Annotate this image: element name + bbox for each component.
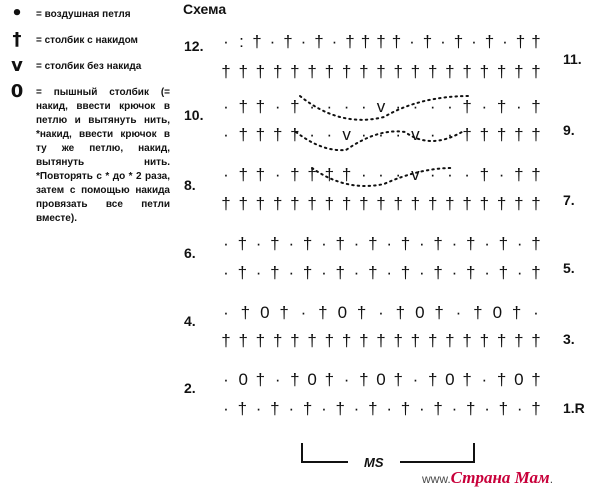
double-crochet-symbol: †: [307, 165, 317, 184]
legend-text: = воздушная петля: [36, 9, 131, 20]
chain-stitch-symbol: ·: [418, 399, 425, 418]
chain-stitch-symbol: ·: [418, 234, 425, 253]
double-crochet-symbol: †: [324, 370, 335, 389]
double-crochet-symbol: †: [434, 303, 444, 322]
double-crochet-symbol: †: [427, 62, 438, 81]
double-crochet-symbol: †: [462, 125, 472, 144]
chain-stitch-symbol: ·: [418, 263, 425, 282]
double-crochet-symbol: †: [496, 370, 507, 389]
double-crochet-symbol: †: [453, 32, 464, 51]
chain-stitch-symbol: ·: [516, 263, 523, 282]
double-crochet-symbol: †: [498, 263, 509, 282]
double-crochet-symbol: †: [393, 331, 403, 350]
double-crochet-symbol: †: [531, 62, 541, 81]
double-crochet-symbol: †: [514, 125, 524, 144]
double-crochet-symbol: †: [531, 32, 541, 51]
double-crochet-symbol: †: [302, 234, 313, 253]
chain-stitch-symbol: ·: [223, 97, 229, 116]
double-crochet-symbol: †: [484, 32, 495, 51]
chain-stitch-symbol: ·: [223, 370, 229, 389]
chain-stitch-symbol: ·: [353, 399, 360, 418]
chain-stitch-symbol: ·: [223, 165, 229, 184]
double-crochet-symbol: †: [400, 399, 411, 418]
double-crochet-symbol: †: [238, 62, 248, 81]
chain-stitch-symbol: ·: [321, 399, 327, 418]
double-crochet-symbol: †: [360, 32, 371, 51]
legend-text: = столбик без накида: [36, 61, 142, 72]
double-crochet-symbol: †: [376, 32, 386, 51]
single-crochet-symbol: v: [342, 125, 351, 144]
double-crochet-symbol: †: [462, 62, 472, 81]
double-crochet-symbol: †: [359, 194, 369, 213]
double-crochet-symbol: †: [410, 62, 421, 81]
chain-stitch-symbol: ·: [321, 234, 327, 253]
chain-stitch-symbol: ·: [255, 234, 262, 253]
double-crochet-symbol: †: [496, 194, 507, 213]
double-crochet-symbol: †: [237, 263, 248, 282]
double-crochet-symbol: †: [368, 234, 378, 253]
double-crochet-symbol: †: [422, 32, 433, 51]
double-crochet-symbol: †: [302, 263, 313, 282]
chain-stitch-symbol: ·: [451, 263, 458, 282]
double-crochet-symbol: †: [270, 234, 280, 253]
double-crochet-symbol: †: [272, 125, 283, 144]
double-crochet-symbol: †: [531, 97, 541, 116]
double-crochet-symbol: †: [255, 165, 266, 184]
double-crochet-symbol: †: [496, 97, 507, 116]
double-crochet-symbol: †: [307, 62, 317, 81]
chain-stitch-symbol: ·: [309, 125, 315, 144]
double-crochet-symbol: †: [341, 194, 352, 213]
chain-stitch-symbol: ·: [386, 399, 393, 418]
double-crochet-symbol: †: [290, 165, 300, 184]
chain-stitch-symbol: ·: [516, 234, 523, 253]
double-crochet-symbol: †: [376, 194, 386, 213]
chain-stitch-symbol: ·: [395, 125, 402, 144]
double-crochet-symbol: †: [514, 194, 524, 213]
double-crochet-symbol: †: [255, 62, 266, 81]
double-crochet-symbol: †: [255, 331, 266, 350]
double-crochet-symbol: †: [400, 234, 411, 253]
chart-title: Схема: [183, 1, 227, 17]
double-crochet-symbol: †: [410, 194, 421, 213]
double-crochet-symbol: †: [496, 62, 507, 81]
chain-stitch-symbol: ·: [455, 303, 462, 322]
chain-stitch-symbol: ·: [484, 263, 490, 282]
double-crochet-symbol: †: [479, 125, 490, 144]
chain-stitch-symbol: ·: [386, 234, 393, 253]
chain-stitch-symbol: ·: [343, 97, 350, 116]
chain-stitch-symbol: ·: [255, 263, 262, 282]
double-crochet-symbol: †: [368, 399, 378, 418]
double-crochet-symbol: †: [514, 165, 524, 184]
double-crochet-symbol: †: [318, 303, 328, 322]
double-crochet-symbol: †: [221, 62, 231, 81]
chain-stitch-symbol: ·: [412, 97, 419, 116]
double-crochet-symbol: †: [290, 370, 300, 389]
double-crochet-symbol: †: [393, 194, 403, 213]
row-number-left: 10.: [184, 107, 204, 123]
row-number-right: 1.R: [563, 400, 585, 416]
watermark-brand: Страна Мам: [450, 468, 550, 487]
puff-stitch-symbol: 0: [307, 370, 317, 389]
double-crochet-symbol: †: [237, 399, 248, 418]
watermark-suffix: .: [549, 472, 554, 486]
double-crochet-symbol: †: [531, 263, 541, 282]
legend-symbol: v: [11, 55, 23, 76]
double-crochet-symbol: †: [496, 331, 507, 350]
chain-stitch-symbol: ·: [223, 303, 229, 322]
double-crochet-symbol: †: [255, 194, 266, 213]
chain-stitch-symbol: ·: [515, 97, 522, 116]
double-crochet-symbol: †: [335, 263, 345, 282]
row-number-left: 2.: [184, 380, 196, 396]
chain-stitch-symbol: ·: [516, 399, 523, 418]
double-crochet-symbol: †: [272, 62, 283, 81]
double-crochet-symbol: †: [314, 32, 324, 51]
chain-stitch-symbol: ·: [274, 370, 281, 389]
double-crochet-symbol: †: [238, 97, 248, 116]
row-number-right: 9.: [563, 122, 575, 138]
double-crochet-symbol: †: [345, 32, 355, 51]
chain-stitch-symbol: ·: [288, 234, 295, 253]
chain-stitch-symbol: ·: [288, 263, 295, 282]
double-crochet-symbol: †: [238, 194, 248, 213]
double-crochet-symbol: †: [531, 399, 541, 418]
row-number-left: 6.: [184, 245, 196, 261]
double-crochet-symbol: †: [427, 194, 438, 213]
double-crochet-symbol: †: [324, 331, 335, 350]
repeat-label: MS: [364, 455, 384, 470]
chain-stitch-symbol: ·: [378, 165, 384, 184]
legend-text: = столбик с накидом: [36, 35, 138, 46]
double-crochet-symbol: †: [531, 234, 541, 253]
double-crochet-symbol: †: [255, 97, 266, 116]
chain-stitch-symbol: ·: [451, 399, 458, 418]
chain-stitch-symbol: ·: [223, 263, 229, 282]
double-crochet-symbol: †: [238, 125, 248, 144]
double-crochet-symbol: †: [465, 399, 476, 418]
double-crochet-symbol: †: [290, 125, 300, 144]
single-crochet-symbol: v: [411, 125, 420, 144]
chain-stitch-symbol: ·: [274, 165, 281, 184]
chain-stitch-symbol: ·: [386, 263, 393, 282]
chain-stitch-symbol: ·: [269, 32, 276, 51]
double-crochet-symbol: †: [368, 263, 378, 282]
watermark-prefix: www.: [422, 472, 451, 486]
double-crochet-symbol: †: [376, 62, 386, 81]
puff-stitch-symbol: 0: [376, 370, 386, 389]
chain-stitch-symbol: ·: [502, 32, 508, 51]
double-crochet-symbol: †: [335, 399, 345, 418]
double-crochet-symbol: †: [462, 331, 472, 350]
double-crochet-symbol: †: [391, 32, 402, 51]
double-crochet-symbol: †: [479, 62, 490, 81]
row-number-right: 3.: [563, 331, 575, 347]
chain-stitch-symbol: ·: [360, 125, 367, 144]
double-crochet-symbol: †: [270, 399, 280, 418]
double-crochet-symbol: †: [290, 62, 300, 81]
chain-stitch-symbol: ·: [429, 125, 436, 144]
double-crochet-symbol: †: [395, 303, 406, 322]
double-crochet-symbol: †: [270, 263, 280, 282]
double-crochet-symbol: †: [400, 263, 411, 282]
chain-stitch-symbol: ·: [471, 32, 477, 51]
chain-stitch-symbol: ·: [300, 303, 307, 322]
chain-stitch-symbol: ·: [395, 97, 402, 116]
double-crochet-symbol: †: [255, 125, 266, 144]
row-number-right: 7.: [563, 192, 575, 208]
chain-stitch-symbol: ·: [451, 234, 458, 253]
chain-stitch-symbol: ·: [223, 234, 229, 253]
row-number-left: 4.: [184, 313, 196, 329]
chain-stitch-symbol: ·: [309, 97, 315, 116]
chain-stitch-symbol: :: [239, 32, 244, 51]
repeat-bracket: [302, 443, 474, 470]
double-crochet-symbol: †: [272, 194, 283, 213]
row-labels-left: [184, 38, 203, 396]
row-number-right: 11.: [563, 51, 582, 67]
chain-stitch-symbol: ·: [533, 303, 539, 322]
chain-stitch-symbol: ·: [429, 97, 436, 116]
puff-stitch-symbol: 0: [415, 303, 425, 322]
double-crochet-symbol: †: [462, 370, 472, 389]
chain-stitch-symbol: ·: [223, 125, 229, 144]
double-crochet-symbol: †: [324, 194, 335, 213]
double-crochet-symbol: †: [515, 32, 526, 51]
chain-stitch-symbol: ·: [412, 370, 419, 389]
double-crochet-symbol: †: [462, 194, 472, 213]
legend-symbol: •: [11, 3, 23, 24]
double-crochet-symbol: †: [359, 62, 369, 81]
chain-stitch-symbol: ·: [447, 125, 453, 144]
chain-stitch-symbol: ·: [484, 234, 490, 253]
double-crochet-symbol: †: [238, 165, 248, 184]
single-crochet-symbol: v: [376, 97, 386, 116]
chain-stitch-symbol: ·: [447, 97, 453, 116]
chain-stitch-symbol: ·: [288, 399, 295, 418]
chain-stitch-symbol: ·: [300, 32, 307, 51]
row-number-left: 8.: [184, 177, 196, 193]
double-crochet-symbol: †: [473, 303, 483, 322]
chain-stitch-symbol: ·: [223, 399, 229, 418]
chain-stitch-symbol: ·: [223, 32, 229, 51]
double-crochet-symbol: †: [302, 399, 313, 418]
chain-stitch-symbol: ·: [395, 165, 402, 184]
chain-stitch-symbol: ·: [409, 32, 415, 51]
double-crochet-symbol: †: [433, 263, 443, 282]
chain-stitch-symbol: ·: [326, 97, 333, 116]
double-crochet-symbol: †: [479, 331, 490, 350]
double-crochet-symbol: †: [290, 97, 300, 116]
double-crochet-symbol: †: [531, 331, 541, 350]
puff-stitch-symbol: 0: [492, 303, 503, 322]
chain-stitch-symbol: ·: [378, 125, 384, 144]
double-crochet-symbol: †: [307, 331, 317, 350]
chain-stitch-symbol: ·: [481, 97, 488, 116]
chain-stitch-symbol: ·: [274, 97, 281, 116]
double-crochet-symbol: †: [496, 125, 507, 144]
chain-stitch-symbol: ·: [440, 32, 446, 51]
chain-stitch-symbol: ·: [255, 399, 262, 418]
double-crochet-symbol: †: [531, 125, 541, 144]
double-crochet-symbol: †: [359, 370, 369, 389]
double-crochet-symbol: †: [433, 399, 443, 418]
chain-stitch-symbol: ·: [498, 165, 505, 184]
puff-stitch-symbol: 0: [238, 370, 248, 389]
double-crochet-symbol: †: [341, 165, 352, 184]
chain-stitch-symbol: ·: [343, 370, 350, 389]
double-crochet-symbol: †: [498, 234, 509, 253]
double-crochet-symbol: †: [341, 331, 352, 350]
chain-stitch-symbol: ·: [481, 370, 488, 389]
chain-stitch-symbol: ·: [429, 165, 436, 184]
double-crochet-symbol: †: [393, 370, 403, 389]
double-crochet-symbol: †: [335, 234, 345, 253]
single-crochet-symbol: v: [411, 165, 420, 184]
double-crochet-symbol: †: [498, 399, 509, 418]
double-crochet-symbol: †: [324, 165, 335, 184]
double-crochet-symbol: †: [279, 303, 289, 322]
double-crochet-symbol: †: [445, 62, 455, 81]
double-crochet-symbol: †: [221, 194, 231, 213]
double-crochet-symbol: †: [237, 234, 248, 253]
double-crochet-symbol: †: [479, 194, 490, 213]
chain-stitch-symbol: ·: [353, 263, 360, 282]
chain-stitch-symbol: ·: [464, 165, 470, 184]
puff-stitch-symbol: 0: [445, 370, 455, 389]
watermark: [422, 468, 553, 488]
row-number-right: 5.: [563, 260, 575, 276]
chain-stitch-symbol: ·: [378, 303, 384, 322]
row-number-left: 12.: [184, 38, 204, 54]
double-crochet-symbol: †: [514, 331, 524, 350]
double-crochet-symbol: †: [255, 370, 266, 389]
puff-stitch-symbol: 0: [337, 303, 348, 322]
double-crochet-symbol: †: [479, 165, 490, 184]
puff-stitch-symbol: 0: [260, 303, 270, 322]
legend-symbol: 0: [10, 81, 24, 102]
double-crochet-symbol: †: [445, 194, 455, 213]
double-crochet-symbol: †: [359, 331, 369, 350]
chain-stitch-symbol: ·: [326, 125, 333, 144]
double-crochet-symbol: †: [427, 331, 438, 350]
double-crochet-symbol: †: [465, 263, 476, 282]
double-crochet-symbol: †: [221, 331, 231, 350]
double-crochet-symbol: †: [445, 331, 455, 350]
chain-stitch-symbol: ·: [353, 234, 360, 253]
double-crochet-symbol: †: [290, 331, 300, 350]
chart-cells: [221, 32, 540, 418]
double-crochet-symbol: †: [531, 194, 541, 213]
legend-symbol: †: [12, 29, 22, 50]
chain-stitch-symbol: ·: [321, 263, 327, 282]
double-crochet-symbol: †: [283, 32, 293, 51]
double-crochet-symbol: †: [252, 32, 262, 51]
chain-stitch-symbol: ·: [447, 165, 453, 184]
double-crochet-symbol: †: [511, 303, 522, 322]
double-crochet-symbol: †: [465, 234, 476, 253]
double-crochet-symbol: †: [341, 62, 352, 81]
double-crochet-symbol: †: [324, 62, 335, 81]
double-crochet-symbol: †: [238, 331, 248, 350]
double-crochet-symbol: †: [531, 165, 541, 184]
double-crochet-symbol: †: [427, 370, 438, 389]
double-crochet-symbol: †: [410, 331, 421, 350]
double-crochet-symbol: †: [393, 62, 403, 81]
double-crochet-symbol: †: [433, 234, 443, 253]
double-crochet-symbol: †: [272, 331, 283, 350]
chain-stitch-symbol: ·: [331, 32, 338, 51]
chain-stitch-symbol: ·: [360, 97, 367, 116]
double-crochet-symbol: †: [240, 303, 251, 322]
double-crochet-symbol: †: [376, 331, 386, 350]
chain-stitch-symbol: ·: [484, 399, 490, 418]
double-crochet-symbol: †: [462, 97, 472, 116]
legend-text: = пышный столбик (= накид, ввести крючок в петлю и вытянуть нить, *накид, ввести крючок в ту же петлю, накид, вытянуть нить. *Повторять с * до * 2 раза, затем с помощью накида провязать все петли вместе).: [36, 87, 170, 224]
double-crochet-symbol: †: [531, 370, 541, 389]
puff-stitch-symbol: 0: [514, 370, 524, 389]
chain-stitch-symbol: ·: [360, 165, 367, 184]
double-crochet-symbol: †: [290, 194, 300, 213]
double-crochet-symbol: †: [514, 62, 524, 81]
double-crochet-symbol: †: [356, 303, 367, 322]
double-crochet-symbol: †: [307, 194, 317, 213]
row-labels-right: [563, 51, 585, 416]
